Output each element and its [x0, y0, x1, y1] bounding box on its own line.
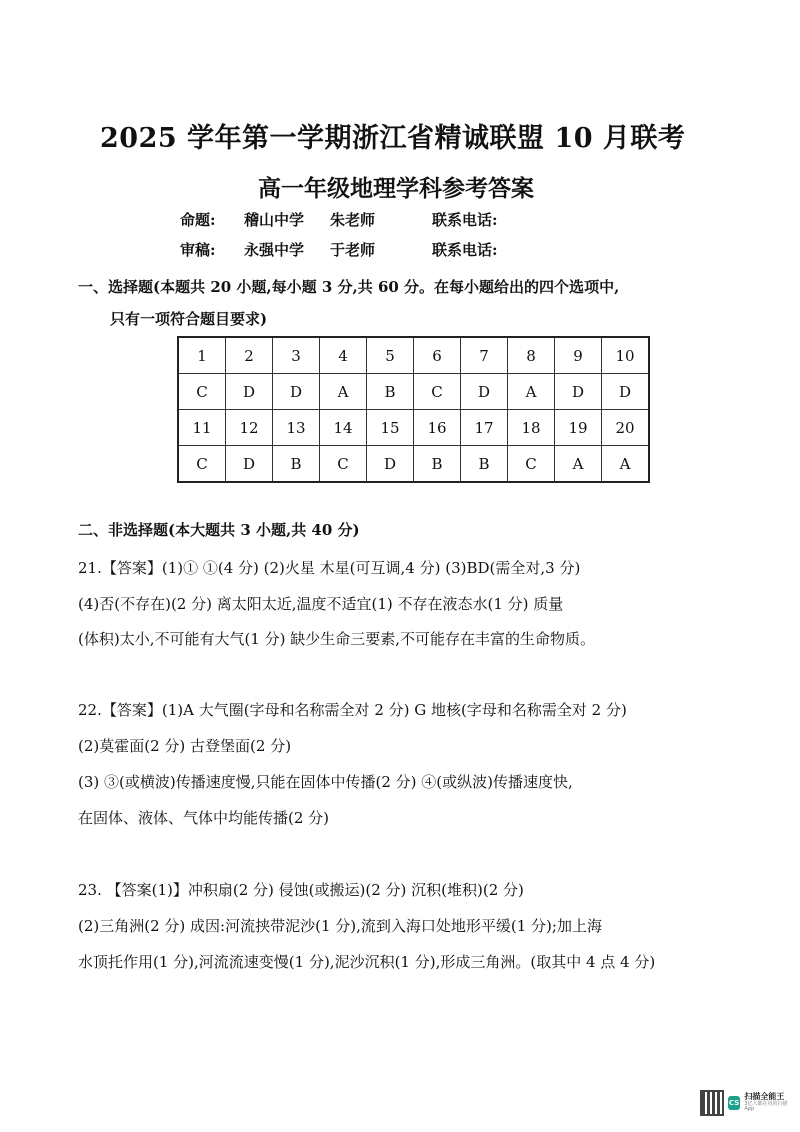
q22-line: 在固体、液体、气体中均能传播(2 分)	[78, 809, 330, 827]
scanner-watermark	[700, 1087, 792, 1119]
table-cell: D	[273, 374, 320, 410]
table-cell: 11	[178, 410, 226, 446]
q21-line: (体积)太小,不可能有大气(1 分) 缺少生命三要素,不可能存在丰富的生命物质。	[78, 630, 596, 648]
table-cell: 20	[602, 410, 650, 446]
answer-table	[177, 336, 650, 483]
section1-heading-line2: 只有一项符合题目要求)	[110, 310, 268, 328]
qr-code-icon	[700, 1090, 724, 1116]
author-contact: 联系电话:	[432, 211, 498, 229]
q23-line: (2)三角洲(2 分) 成因:河流挟带泥沙(1 分),流到入海口处地形平缓(1 分);加上海	[78, 917, 602, 935]
table-cell: 19	[555, 410, 602, 446]
table-cell: D	[226, 374, 273, 410]
table-cell: D	[555, 374, 602, 410]
table-cell: 1	[178, 337, 226, 374]
author-teacher: 朱老师	[330, 211, 376, 229]
table-cell: 16	[414, 410, 461, 446]
table-cell: A	[555, 446, 602, 483]
table-cell: 10	[602, 337, 650, 374]
table-cell: 15	[367, 410, 414, 446]
table-cell: 12	[226, 410, 273, 446]
table-row	[178, 446, 649, 483]
reviewer-role: 审稿:	[180, 241, 216, 259]
q21-line: (4)否(不存在)(2 分) 离太阳太近,温度不适宜(1) 不存在液态水(1 分) 质量	[78, 595, 564, 613]
reviewer-school: 永强中学	[244, 241, 305, 259]
table-cell: 13	[273, 410, 320, 446]
scanner-name: 扫描全能王	[744, 1092, 785, 1102]
scanner-text	[744, 1093, 792, 1113]
table-cell: 14	[320, 410, 367, 446]
section1-heading-line1: 一、选择题(本题共 20 小题,每小题 3 分,共 60 分。在每小题给出的四个选项中,	[78, 278, 620, 296]
table-cell: 17	[461, 410, 508, 446]
table-cell: 3	[273, 337, 320, 374]
table-cell: C	[414, 374, 461, 410]
table-cell: B	[367, 374, 414, 410]
table-cell: 18	[508, 410, 555, 446]
table-row	[178, 337, 649, 374]
table-cell: B	[461, 446, 508, 483]
table-cell: D	[602, 374, 650, 410]
author-school: 稽山中学	[244, 211, 305, 229]
table-cell: A	[508, 374, 555, 410]
scanner-tagline: 3亿人都在用的扫描App	[744, 1100, 788, 1113]
q23-line: 水顶托作用(1 分),河流流速变慢(1 分),泥沙沉积(1 分),形成三角洲。(取其中 4 点 4 分)	[78, 953, 656, 971]
table-cell: C	[320, 446, 367, 483]
table-cell: D	[367, 446, 414, 483]
author-role: 命题:	[180, 211, 216, 229]
reviewer-teacher: 于老师	[330, 241, 376, 259]
q22-line: (3) ③(或横波)传播速度慢,只能在固体中传播(2 分) ④(或纵波)传播速度快,	[78, 773, 573, 791]
table-cell: 4	[320, 337, 367, 374]
q23-line: 23. 【答案(1)】冲积扇(2 分) 侵蚀(或搬运)(2 分) 沉积(堆积)(2 分)	[78, 881, 524, 899]
table-cell: 8	[508, 337, 555, 374]
page-title: 2025 学年第一学期浙江省精诚联盟 10 月联考	[100, 123, 686, 154]
table-cell: 5	[367, 337, 414, 374]
table-cell: 6	[414, 337, 461, 374]
section2-heading: 二、非选择题(本大题共 3 小题,共 40 分)	[78, 521, 360, 539]
table-cell: C	[178, 446, 226, 483]
table-cell: C	[508, 446, 555, 483]
table-row	[178, 410, 649, 446]
table-cell: A	[320, 374, 367, 410]
table-cell: B	[273, 446, 320, 483]
table-cell: 9	[555, 337, 602, 374]
q22-line: (2)莫霍面(2 分) 古登堡面(2 分)	[78, 737, 292, 755]
page-subtitle: 高一年级地理学科参考答案	[258, 175, 534, 202]
table-cell: D	[461, 374, 508, 410]
table-row	[178, 374, 649, 410]
table-cell: 2	[226, 337, 273, 374]
q21-line: 21.【答案】(1)① ①(4 分) (2)火星 木星(可互调,4 分) (3)BD(需全对,3 分)	[78, 559, 581, 577]
table-cell: 7	[461, 337, 508, 374]
table-cell: A	[602, 446, 650, 483]
camscanner-logo-icon: CS	[728, 1096, 741, 1110]
table-cell: C	[178, 374, 226, 410]
reviewer-line	[180, 239, 552, 260]
table-cell: D	[226, 446, 273, 483]
q22-line: 22.【答案】(1)A 大气圈(字母和名称需全对 2 分) G 地核(字母和名称需全对 2 分)	[78, 701, 627, 719]
table-cell: B	[414, 446, 461, 483]
author-line	[180, 209, 552, 230]
reviewer-contact: 联系电话:	[432, 241, 498, 259]
